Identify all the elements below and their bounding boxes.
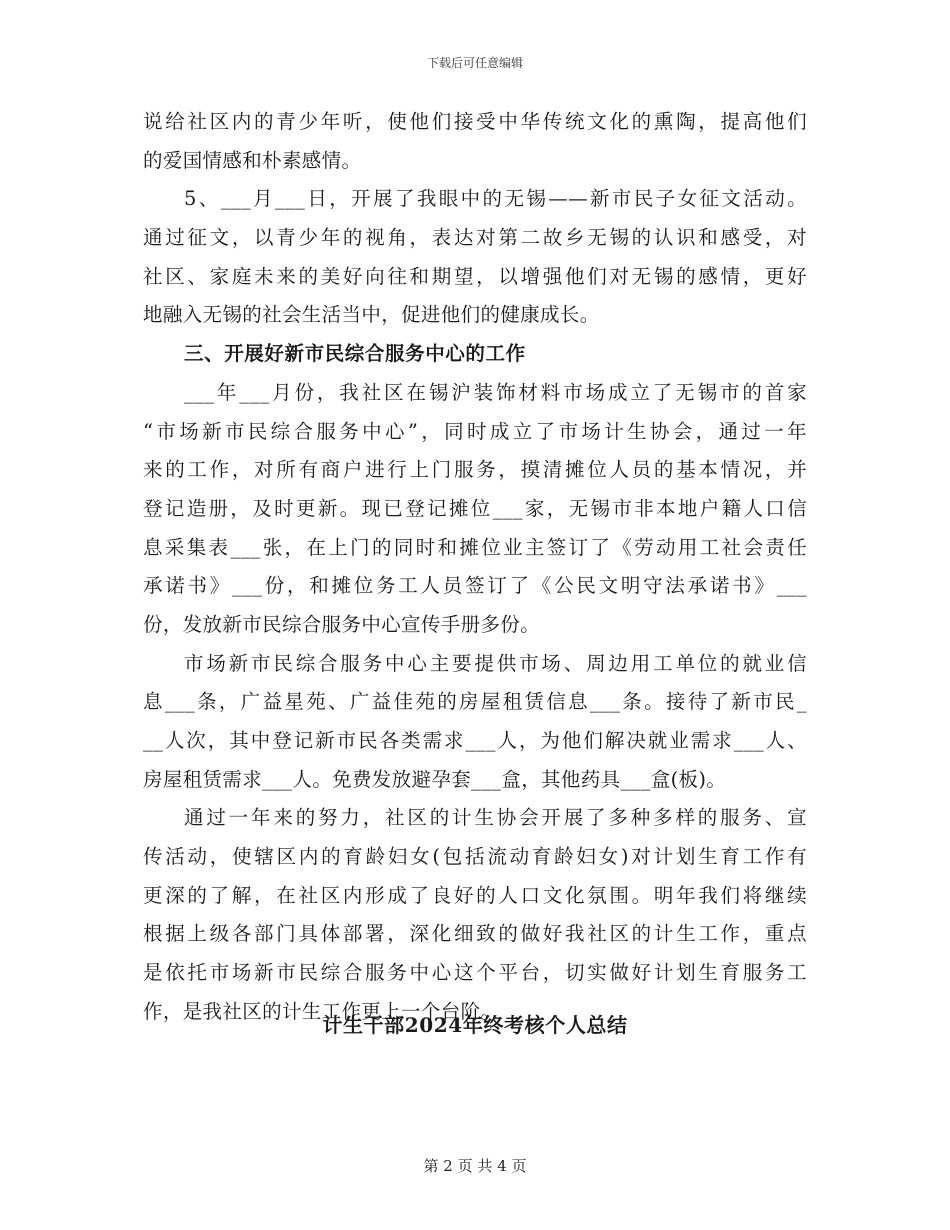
page-footer: 第 2 页 共 4 页 — [423, 1157, 527, 1175]
text-line: 是依托市场新市民综合服务中心这个平台，切实做好计划生育服务工 — [143, 961, 807, 985]
text-line: 5、___月___日，开展了我眼中的无锡——新市民子女征文活动。 — [184, 187, 807, 211]
text-line: “市场新市民综合服务中心”，同时成立了市场计生协会，通过一年 — [143, 419, 807, 443]
document-body — [143, 103, 807, 1032]
text-line: 传活动，使辖区内的育龄妇女(包括流动育龄妇女)对计划生育工作有 — [143, 845, 807, 869]
text-line: 份，发放新市民综合服务中心宣传手册多份。 — [143, 612, 541, 636]
text-line: 通过征文，以青少年的视角，表达对第二故乡无锡的认识和感受，对 — [143, 226, 807, 250]
text-line: 社区、家庭未来的美好向往和期望，以增强他们对无锡的感情，更好 — [143, 264, 807, 288]
page-header: 下载后可任意编辑 — [426, 56, 523, 70]
text-line: ___年___月份，我社区在锡沪装饰材料市场成立了无锡市的首家 — [184, 380, 807, 404]
text-line: 作，是我社区的计生工作更上一个台阶。 — [143, 999, 501, 1023]
text-line: 通过一年来的努力，社区的计生协会开展了多种多样的服务、宣 — [184, 806, 807, 830]
text-line: 来的工作，对所有商户进行上门服务，摸清摊位人员的基本情况，并 — [143, 458, 807, 482]
section-heading: 三、开展好新市民综合服务中心的工作 — [184, 342, 526, 366]
document-title: 计生干部2024年终考核个人总结 — [322, 1013, 628, 1037]
text-line: 息采集表___张，在上门的同时和摊位业主签订了《劳动用工社会责任 — [143, 535, 807, 559]
text-line: 市场新市民综合服务中心主要提供市场、周边用工单位的就业信 — [184, 651, 807, 675]
text-line: 更深的了解，在社区内形成了良好的人口文化氛围。明年我们将继续 — [143, 883, 807, 907]
text-line: 地融入无锡的社会生活当中，促进他们的健康成长。 — [143, 303, 600, 327]
text-line: 房屋租赁需求___人。免费发放避孕套___盒，其他药具___盒(板)。 — [143, 767, 727, 791]
text-line: 说给社区内的青少年听，使他们接受中华传统文化的熏陶，提高他们 — [143, 110, 807, 133]
text-line: 承诺书》___份，和摊位务工人员签订了《公民文明守法承诺书》___ — [143, 574, 807, 598]
text-line: 根据上级各部门具体部署，深化细致的做好我社区的计生工作，重点 — [143, 922, 807, 946]
text-line: 登记造册，及时更新。现已登记摊位___家，无锡市非本地户籍人口信 — [143, 496, 807, 520]
text-line: 的爱国情感和朴素感情。 — [143, 148, 362, 172]
text-line: 息___条，广益星苑、广益佳苑的房屋租赁信息___条。接待了新市民_ — [143, 690, 807, 714]
text-line: __人次，其中登记新市民各类需求___人，为他们解决就业需求___人、 — [143, 729, 807, 752]
